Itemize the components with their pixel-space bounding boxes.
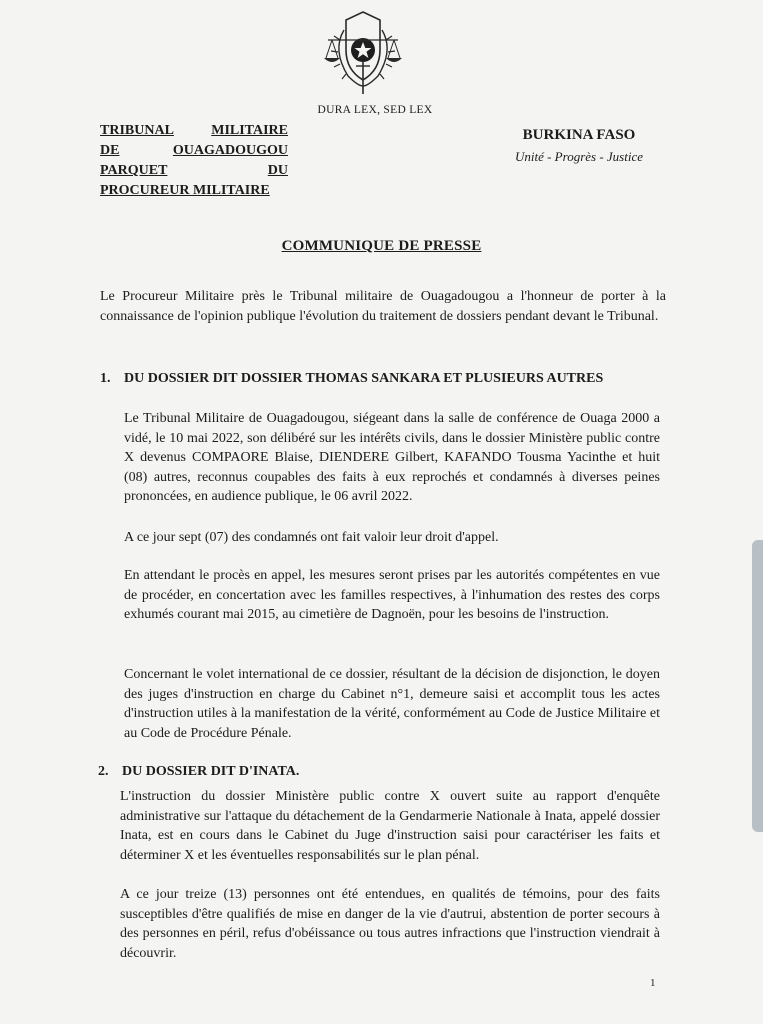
authority-line: TRIBUNAL MILITAIRE	[100, 123, 288, 138]
authority-line: DE OUAGADOUGOU	[100, 143, 288, 158]
section-1-paragraph: Concernant le volet international de ce dossier, résultant de la décision de disjonction, le doyen des juges d'instruction en charge du Cabinet n°1, demeure saisi et accomplit tous les actes d'instruction utiles à la manifestation de la vérité, conformément au Code de Justice Militaire et au Code de Procédure Pénale.	[124, 667, 660, 741]
section-number: 2.	[98, 764, 109, 779]
coat-of-arms-emblem	[318, 10, 408, 102]
country-motto: Unité - Progrès - Justice	[514, 149, 644, 164]
country-header	[494, 127, 664, 165]
intro-paragraph: Le Procureur Militaire près le Tribunal militaire de Ouagadougou a l'honneur de porter à la connaissance de l'opinion publique l'évolution du traitement de dossiers pendant devant le Tribunal.	[100, 289, 666, 324]
authority-line: PROCUREUR MILITAIRE	[100, 183, 270, 198]
section-title: DU DOSSIER DIT D'INATA.	[122, 764, 300, 779]
section-title: DU DOSSIER DIT DOSSIER THOMAS SANKARA ET PLUSIEURS AUTRES	[124, 371, 604, 386]
document-title-wrap	[0, 237, 763, 255]
section-1-paragraph: A ce jour sept (07) des condamnés ont fait valoir leur droit d'appel.	[124, 530, 499, 545]
emblem-motto: DURA LEX, SED LEX	[317, 104, 433, 116]
section-1-paragraph: En attendant le procès en appel, les mesures seront prises par les autorités compétentes en vue de procéder, en concertation avec les familles respectives, à l'inhumation des restes des corps exhumés courant mai 2015, au cimetière de Dagnoën, pour les besoins de l'instruction.	[124, 568, 660, 622]
section-2-paragraph: L'instruction du dossier Ministère public contre X ouvert suite au rapport d'enquête administrative sur l'attaque du détachement de la Gendarmerie Nationale à Inata, appelé dossier Inata, est en cours dans le Cabinet du Juge d'instruction saisi pour caractériser les faits et déterminer X et les éventuelles responsabilités sur le plan pénal.	[120, 789, 660, 863]
section-number: 1.	[100, 371, 111, 386]
authority-line: PARQUET DU	[100, 163, 288, 178]
country-name: BURKINA FASO	[522, 127, 636, 143]
side-scroll-tab[interactable]	[752, 540, 763, 832]
page-number: 1	[650, 977, 656, 989]
document-title: COMMUNIQUE DE PRESSE	[281, 238, 482, 254]
section-2-paragraph: A ce jour treize (13) personnes ont été entendues, en qualités de témoins, pour des faits susceptibles d'être qualifiés de mise en danger de la vie d'autrui, abstention de porter secours à des personnes en péril, refus d'obéissance ou tous autres infractions que l'instruction viendrait à découvrir.	[120, 887, 660, 961]
section-1-heading	[100, 371, 603, 387]
issuing-authority	[100, 121, 288, 201]
section-1-paragraph: Le Tribunal Militaire de Ouagadougou, siégeant dans la salle de conférence de Ouaga 2000 a vidé, le 10 mai 2022, son délibéré sur les intérêts civils, dans le dossier Ministère public contre X devenus COMPAORE Blaise, DIENDERE Gilbert, KAFANDO Tousma Yacinthe et huit (08) autres, reconnus coupables des faits à eux reprochés et condamnés à diverses peines prononcées, en audience publique, le 06 avril 2022.	[124, 411, 660, 504]
section-2-heading	[98, 764, 299, 780]
